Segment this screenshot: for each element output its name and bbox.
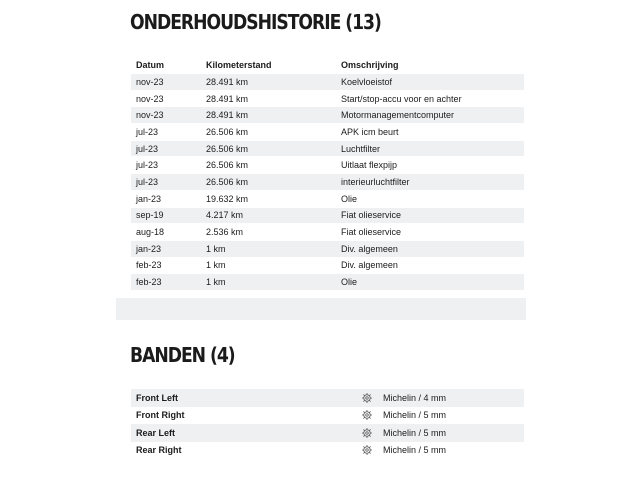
cell-date: jul-23 <box>136 176 159 187</box>
tire-row <box>131 424 524 442</box>
cell-mileage: 26.506 km <box>206 143 249 154</box>
tire-position: Rear Left <box>136 427 176 438</box>
tire-row <box>131 442 524 460</box>
cell-mileage: 28.491 km <box>206 76 249 87</box>
cell-date: feb-23 <box>136 260 162 271</box>
cell-description: Fiat olieservice <box>341 210 402 221</box>
cell-description: Fiat olieservice <box>341 227 402 238</box>
tires-table <box>131 389 524 459</box>
cell-mileage: 28.491 km <box>206 110 249 121</box>
cell-description: Start/stop-accu voor en achter <box>341 93 462 104</box>
tire-brand-depth: Michelin / 4 mm <box>383 392 447 403</box>
table-row <box>131 174 524 191</box>
table-row <box>131 274 524 291</box>
cell-mileage: 1 km <box>206 243 226 254</box>
tire-gear-icon <box>361 427 383 439</box>
tire-position: Front Right <box>136 410 185 421</box>
table-row <box>131 191 524 208</box>
cell-date: jan-23 <box>136 243 162 254</box>
cell-date: sep-19 <box>136 210 164 221</box>
cell-mileage: 1 km <box>206 277 226 288</box>
tire-gear-icon <box>361 409 383 421</box>
tire-gear-icon <box>361 392 383 404</box>
table-row <box>131 141 524 158</box>
table-row <box>131 107 524 124</box>
cell-description: Olie <box>341 277 358 288</box>
tire-position: Front Left <box>136 392 178 403</box>
cell-date: aug-18 <box>136 227 165 238</box>
tire-row <box>131 389 524 407</box>
cell-mileage: 26.506 km <box>206 160 249 171</box>
cell-mileage: 28.491 km <box>206 93 249 104</box>
tire-brand-depth: Michelin / 5 mm <box>383 427 447 438</box>
cell-description: APK icm beurt <box>341 126 399 137</box>
column-header-description: Omschrijving <box>341 60 399 70</box>
table-body <box>131 74 524 291</box>
cell-date: feb-23 <box>136 277 162 288</box>
cell-description: Koelvloeistof <box>341 76 393 87</box>
cell-mileage: 19.632 km <box>206 193 249 204</box>
table-row <box>131 124 524 141</box>
cell-date: jul-23 <box>136 143 159 154</box>
tire-row <box>131 407 524 425</box>
cell-mileage: 26.506 km <box>206 126 249 137</box>
maintenance-history-title: ONDERHOUDSHISTORIE (13) <box>130 10 381 34</box>
tires-title: BANDEN (4) <box>130 343 235 367</box>
table-row <box>131 74 524 91</box>
maintenance-history-table <box>131 57 524 291</box>
tire-gear-icon <box>361 444 383 456</box>
table-row <box>131 157 524 174</box>
cell-description: Div. algemeen <box>341 243 398 254</box>
tire-brand-depth: Michelin / 5 mm <box>383 410 447 421</box>
cell-date: jan-23 <box>136 193 162 204</box>
section-divider-band <box>116 298 526 320</box>
cell-date: jul-23 <box>136 160 159 171</box>
table-header-row <box>131 57 524 74</box>
cell-description: Motormanagementcomputer <box>341 110 455 121</box>
table-row <box>131 91 524 108</box>
table-row <box>131 241 524 258</box>
cell-date: nov-23 <box>136 76 164 87</box>
cell-description: Olie <box>341 193 358 204</box>
cell-description: Div. algemeen <box>341 260 398 271</box>
cell-description: interieurluchtfilter <box>341 176 410 187</box>
cell-mileage: 2.536 km <box>206 227 244 238</box>
table-row <box>131 208 524 225</box>
cell-mileage: 4.217 km <box>206 210 244 221</box>
cell-date: jul-23 <box>136 126 159 137</box>
cell-mileage: 1 km <box>206 260 226 271</box>
cell-date: nov-23 <box>136 110 164 121</box>
column-header-mileage: Kilometerstand <box>206 60 272 70</box>
tire-position: Rear Right <box>136 445 182 456</box>
cell-mileage: 26.506 km <box>206 176 249 187</box>
cell-date: nov-23 <box>136 93 164 104</box>
tire-brand-depth: Michelin / 5 mm <box>383 445 447 456</box>
cell-description: Uitlaat flexpijp <box>341 160 398 171</box>
table-row <box>131 224 524 241</box>
table-row <box>131 258 524 275</box>
cell-description: Luchtfilter <box>341 143 381 154</box>
column-header-date: Datum <box>136 60 165 70</box>
